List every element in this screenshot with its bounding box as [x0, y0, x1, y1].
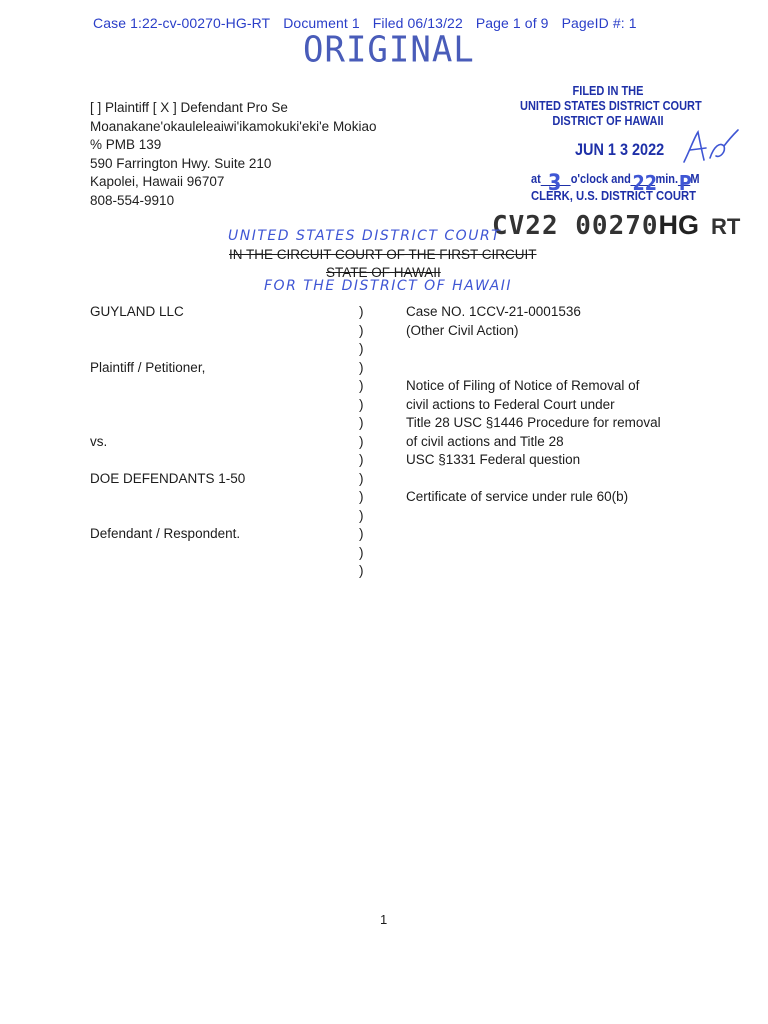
caption-paren: ) [359, 507, 364, 523]
caption-paren: ) [359, 544, 364, 560]
handwritten-ampm: P [678, 171, 692, 195]
filed-oclock-label: o'clock and [570, 172, 631, 186]
handwritten-hour: 3 [547, 171, 562, 196]
handwritten-minutes: 22 [632, 171, 658, 195]
case-stamp-judge: HG [658, 210, 700, 240]
party-pmb: % PMB 139 [90, 137, 162, 153]
caption-paren: ) [359, 433, 364, 449]
document-title-line: Notice of Filing of Notice of Removal of [406, 378, 640, 393]
versus: vs. [90, 434, 108, 449]
caption-paren: ) [359, 415, 364, 430]
party-name: Moanakane'okauleleaiwi'ikamokuki'eki'e Mokiao [90, 118, 377, 134]
caption-paren: ) [359, 378, 364, 393]
party-address-1: 590 Farrington Hwy. Suite 210 [90, 155, 272, 171]
document-title-line: Title 28 USC §1446 Procedure for removal [406, 415, 661, 430]
defendant-name: DOE DEFENDANTS 1-50 [90, 471, 246, 486]
filed-stamp-line3: DISTRICT OF HAWAII [552, 114, 664, 128]
ampm-blank [678, 171, 692, 195]
caption-paren: ) [359, 322, 364, 338]
hour-blank [541, 171, 571, 196]
handwritten-court-above: UNITED STATES DISTRICT COURT [228, 228, 502, 244]
filed-stamp-line1: FILED IN THE [572, 84, 644, 98]
filed-min-label: min. [655, 172, 679, 186]
header-filed-date: Filed 06/13/22 [372, 15, 463, 31]
header-page: Page 1 of 9 [475, 15, 549, 31]
filed-m-label: M [690, 172, 700, 186]
case-type: (Other Civil Action) [406, 322, 519, 338]
plaintiff-name: GUYLAND LLC [90, 304, 184, 319]
minute-blank [631, 171, 658, 195]
clerk-initials-signature [680, 128, 742, 168]
defendant-role: Defendant / Respondent. [90, 526, 241, 541]
page-number: 1 [380, 912, 388, 927]
party-address-2: Kapolei, Hawaii 96707 [90, 174, 225, 190]
filed-stamp-clerk: CLERK, U.S. DISTRICT COURT [531, 189, 697, 203]
filed-at-label: at [531, 172, 541, 186]
federal-case-number-stamp [492, 210, 740, 241]
state-case-number: Case NO. 1CCV-21-0001536 [406, 304, 581, 319]
case-stamp-number: CV22 00270 [492, 211, 659, 241]
document-title-line: USC §1331 Federal question [406, 452, 581, 467]
filed-stamp-line2: UNITED STATES DISTRICT COURT [520, 99, 702, 113]
filing-party-block [90, 99, 376, 211]
case-stamp-magistrate: RT [711, 214, 741, 239]
original-stamp: ORIGINAL [303, 29, 475, 71]
caption-paren: ) [359, 396, 364, 412]
header-pageid: PageID #: 1 [561, 15, 637, 31]
filed-stamp-date: JUN 1 3 2022 [575, 140, 665, 159]
handwritten-court-below: FOR THE DISTRICT OF HAWAII [264, 278, 512, 294]
caption-paren: ) [359, 526, 364, 541]
header-document: Document 1 [283, 15, 360, 31]
caption-paren: ) [359, 452, 364, 467]
header-case-number: Case 1:22-cv-00270-HG-RT [93, 15, 271, 31]
caption-paren: ) [359, 304, 364, 319]
caption-paren: ) [359, 563, 364, 578]
document-title-line: of civil actions and Title 28 [406, 433, 564, 449]
caption-paren: ) [359, 489, 364, 504]
caption-paren: ) [359, 359, 364, 375]
filed-stamp [520, 84, 702, 129]
document-title-line: civil actions to Federal Court under [406, 396, 615, 412]
court-heading-line1: IN THE CIRCUIT COURT OF THE FIRST CIRCUIT [229, 247, 537, 262]
plaintiff-role: Plaintiff / Petitioner, [90, 360, 206, 375]
caption-paren: ) [359, 470, 364, 486]
party-role: [ ] Plaintiff [ X ] Defendant Pro Se [90, 100, 288, 115]
certificate-of-service: Certificate of service under rule 60(b) [406, 489, 629, 504]
party-phone: 808-554-9910 [90, 192, 175, 208]
caption-paren: ) [359, 341, 364, 356]
court-heading-line2: STATE OF HAWAII [326, 265, 441, 280]
